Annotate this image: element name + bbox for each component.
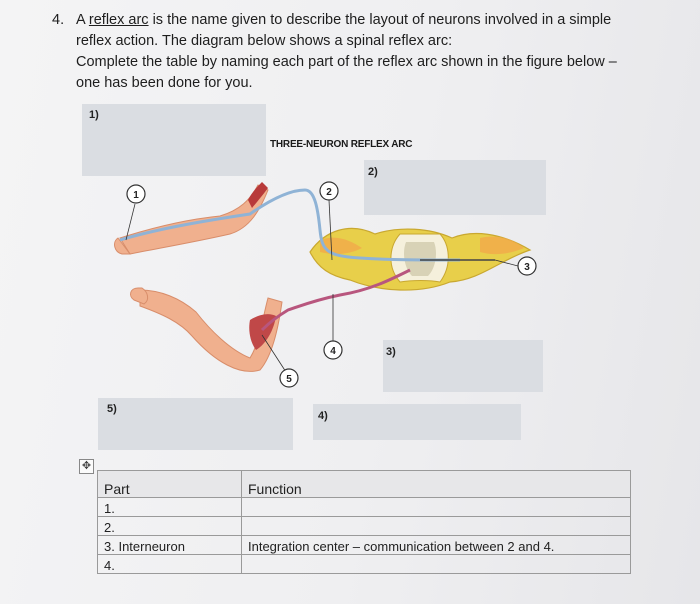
svg-text:1: 1 (133, 190, 139, 201)
marker-4 (324, 341, 342, 359)
answer-label-5: 5) (107, 403, 117, 415)
table-row (98, 498, 631, 517)
reflex-arc-term: reflex arc (88, 12, 149, 28)
header-function: Function (242, 471, 631, 498)
function-cell[interactable] (242, 498, 631, 517)
question-line1: is the name given to describe the layout of neurons involved in a simple (148, 12, 612, 28)
answer-label-2: 2) (368, 166, 378, 178)
marker-1 (127, 185, 145, 203)
table-row (98, 517, 631, 536)
part-cell[interactable]: 1. (98, 498, 242, 517)
motor-neuron-path (262, 270, 410, 330)
svg-text:5: 5 (286, 374, 292, 385)
diagram-title: THREE-NEURON REFLEX ARC (270, 139, 413, 150)
svg-text:2: 2 (326, 187, 332, 198)
svg-text:3: 3 (524, 262, 530, 273)
function-cell[interactable] (242, 517, 631, 536)
part-cell[interactable]: 2. (98, 517, 242, 536)
question-number: 4. (52, 12, 65, 28)
function-cell[interactable] (242, 555, 631, 574)
marker-2 (320, 182, 338, 200)
lower-arm-illustration (131, 288, 282, 371)
answer-label-3: 3) (386, 346, 396, 358)
header-part: Part (98, 471, 242, 498)
function-cell[interactable]: Integration center – communication between 2 and 4. (242, 536, 631, 555)
move-handle-icon[interactable]: ✥ (79, 459, 94, 474)
svg-text:4: 4 (330, 346, 336, 357)
part-cell[interactable]: 3. Interneuron (98, 536, 242, 555)
table-header-row (98, 471, 631, 498)
answer-label-1: 1) (89, 109, 99, 121)
table-row (98, 536, 631, 555)
reflex-arc-diagram (100, 130, 570, 420)
question-text (52, 10, 652, 94)
answer-label-4: 4) (318, 410, 328, 422)
question-line2: reflex action. The diagram below shows a spinal reflex arc: (76, 33, 453, 49)
marker-3 (518, 257, 536, 275)
question-line4: one has been done for you. (76, 75, 253, 91)
marker-5 (280, 369, 298, 387)
question-line3: Complete the table by naming each part of the reflex arc shown in the figure below – (76, 54, 617, 70)
table-row (98, 555, 631, 574)
answer-table (97, 470, 631, 574)
question-lead: A (76, 12, 89, 28)
part-cell[interactable]: 4. (98, 555, 242, 574)
